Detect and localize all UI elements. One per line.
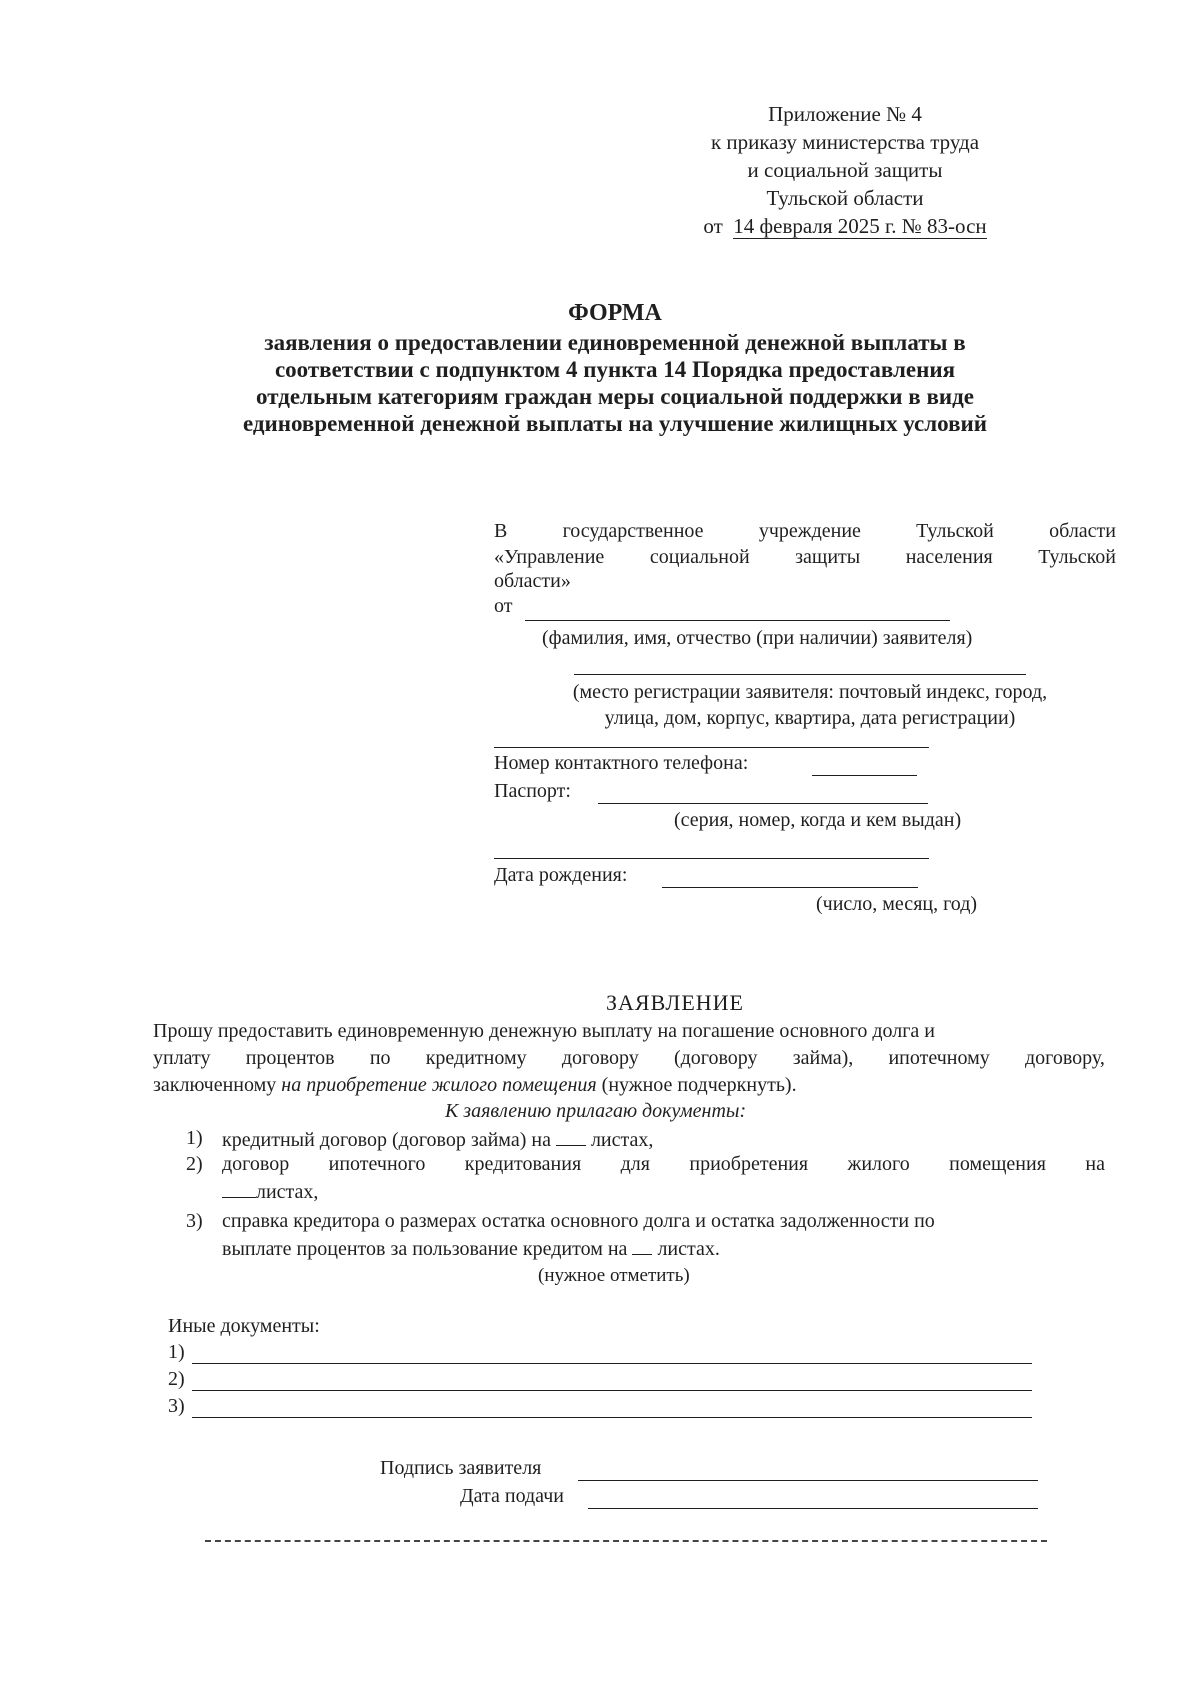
form-title-line-3: отдельным категориям граждан меры социальной поддержки в виде (256, 384, 974, 409)
mark-hint: (нужное отметить) (538, 1265, 690, 1286)
signature-field[interactable] (578, 1480, 1038, 1481)
other-doc-3-field[interactable] (192, 1417, 1032, 1418)
passport-field[interactable] (598, 803, 928, 804)
form-title-line-2: соответствии с подпунктом 4 пункта 14 Порядка предоставления (274, 357, 956, 382)
passport-field-line-2[interactable] (494, 858, 929, 859)
date-label: Дата подачи (460, 1485, 565, 1507)
form-title-line-4: единовременной денежной выплаты на улучшение жилищных условий (242, 411, 988, 436)
form-title (150, 300, 1080, 437)
statement-line-2: уплату процентов по кредитному договору (договору займа), ипотечному договору, (153, 1047, 1105, 1069)
other-doc-2-field[interactable] (192, 1390, 1032, 1391)
attachment-item-2-number: 2) (186, 1153, 203, 1175)
signature-label: Подпись заявителя (380, 1457, 542, 1479)
from-label: от (494, 595, 513, 617)
addressee-line-2: «Управление социальной защиты населения Тульской (494, 546, 1116, 568)
passport-label: Паспорт: (494, 780, 571, 802)
form-title-line-1: заявления о предоставлении единовременной денежной выплаты в (264, 330, 966, 355)
purchase-option[interactable]: на приобретение жилого помещения (281, 1074, 597, 1096)
appendix-order-line: к приказу министерства труда (710, 130, 980, 154)
statement-line-3: заключенному на приобретение жилого помещения (нужное подчеркнуть). (153, 1074, 797, 1096)
attachment-item-2: договор ипотечного кредитования для приобретения жилого помещения на (222, 1153, 1105, 1175)
other-doc-3-number: 3) (168, 1395, 185, 1417)
appendix-ministry-line: и социальной защиты (747, 158, 943, 182)
addressee-line-1: В государственное учреждение Тульской области (494, 520, 1116, 542)
other-doc-1-field[interactable] (192, 1363, 1032, 1364)
address-field-line-1[interactable] (574, 674, 1026, 675)
fio-hint: (фамилия, имя, отчество (при наличии) заявителя) (542, 627, 973, 649)
form-heading: ФОРМА (568, 300, 662, 326)
item-3-sheets-field[interactable] (632, 1236, 652, 1255)
attachment-item-3-number: 3) (186, 1210, 203, 1232)
appendix-number: Приложение № 4 (768, 102, 922, 126)
appendix-date-value: 14 февраля 2025 г. № 83-осн (733, 214, 987, 238)
attachment-item-3-line-1: справка кредитора о размерах остатка основного долга и остатка задолженности по (222, 1210, 935, 1232)
other-doc-1-number: 1) (168, 1341, 185, 1363)
appendix-header (655, 100, 1035, 240)
attachment-item-1: кредитный договор (договор займа) на листах, (222, 1129, 654, 1151)
attachments-label: К заявлению прилагаю документы: (445, 1100, 747, 1122)
passport-hint: (серия, номер, когда и кем выдан) (674, 809, 962, 831)
birth-label: Дата рождения: (494, 864, 628, 886)
statement-line-1: Прошу предоставить единовременную денежную выплату на погашение основного долга и (153, 1020, 936, 1042)
submission-date-field[interactable] (588, 1508, 1038, 1509)
attachment-item-2-cont: листах, (222, 1179, 318, 1204)
cut-line (205, 1540, 1047, 1542)
addressee-line-3: области» (494, 570, 571, 592)
attachment-item-1-number: 1) (186, 1127, 203, 1149)
other-docs-label: Иные документы: (168, 1315, 320, 1337)
phone-field[interactable] (812, 775, 917, 776)
appendix-region-line: Тульской области (766, 186, 924, 210)
attachment-item-3-line-2: выплате процентов за пользование кредитом на листах. (222, 1238, 720, 1260)
item-1-sheets-field[interactable] (556, 1127, 586, 1146)
other-doc-2-number: 2) (168, 1368, 185, 1390)
birth-field[interactable] (662, 887, 918, 888)
fio-field[interactable] (525, 620, 950, 621)
item-2-sheets-field[interactable] (222, 1179, 256, 1198)
statement-heading: ЗАЯВЛЕНИЕ (606, 990, 744, 1015)
address-field-line-2[interactable] (494, 747, 929, 748)
phone-label: Номер контактного телефона: (494, 752, 749, 774)
appendix-date-line: от 14 февраля 2025 г. № 83-осн (703, 214, 987, 238)
address-hint: (место регистрации заявителя: почтовый индекс, город, улица, дом, корпус, квартира, дата регистрации) (572, 681, 1048, 729)
birth-hint: (число, месяц, год) (816, 893, 978, 915)
